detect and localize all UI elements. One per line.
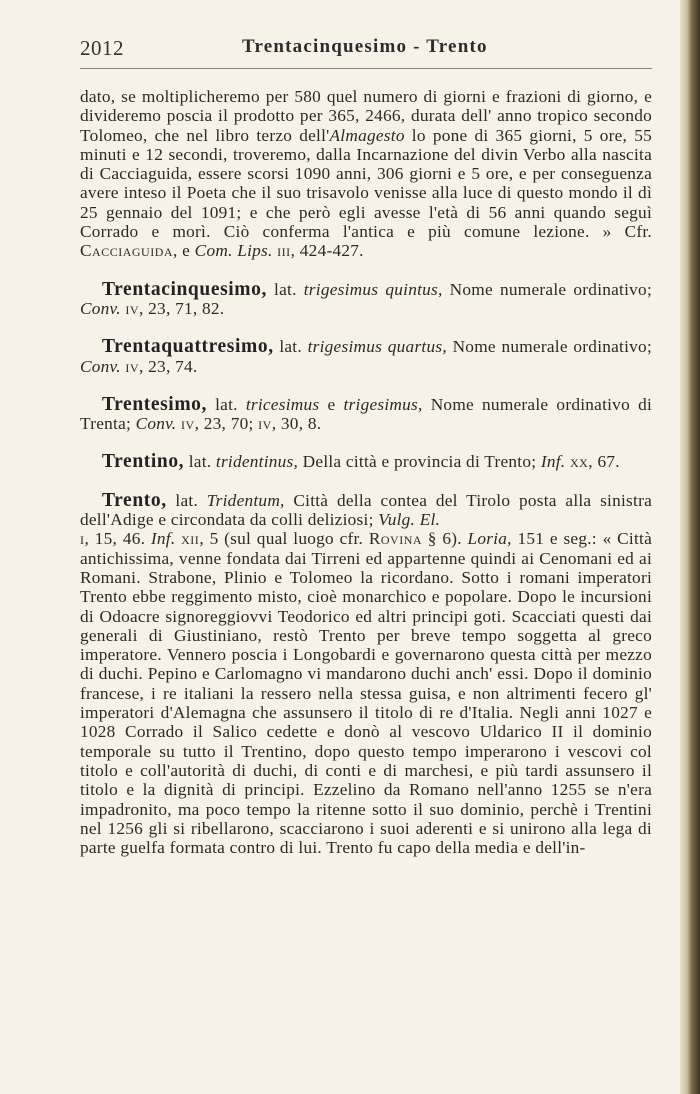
entry-trentino: Trentino, lat. tridentinus, Della città e provincia di Trento; Inf. xx, 67.: [102, 451, 620, 473]
latin-form: Tridentum,: [206, 490, 285, 510]
cross-ref-rovina: Rovina: [368, 529, 423, 549]
work-title-almagesto: Almagesto: [329, 125, 405, 145]
citation-ref: Inf.: [540, 452, 566, 472]
headword: Trentino,: [102, 451, 185, 473]
headword: Trentacinquesimo,: [102, 278, 267, 300]
entry-trentacinquesimo: Trentacinquesimo, lat. trigesimus quintus, Nome numerale ordinativo; Conv. iv, 23, 71, 82.: [80, 278, 652, 318]
citation-ref: Inf.: [150, 529, 176, 549]
entry-trentaquattresimo: Trentaquattresimo, lat. trigesimus quartus, Nome numerale ordinativo; Conv. iv, 23, 74.: [80, 336, 652, 376]
continuation-paragraph: dato, se moltiplicheremo per 580 quel numero di giorni e frazioni di giorno, e divideremo poscia il prodotto per 365, 2466, durata dell' anno tropico secondo Tolomeo, che nel libro terzo dell'Almagesto lo pone di 365 giorni, 5 ore, 55 minuti e 12 secondi, troveremo, dalla Incarnazione del divin Verbo alla nascita di Cacciaguida, essere scorsi 1090 anni, 306 giorni e 5 ore, e per conseguenza avere inteso il Poeta che il suo trisavolo venisse alla luce di questo mondo il dì 25 gennaio del 1091; e che però egli avesse l'età di 56 anni quando seguì Corrado e morì. Ciò conferma l'antica e più comune lezione. » Cfr. Cacciaguida, e Com. Lips. iii, 424-427.: [80, 87, 652, 261]
latin-form: tricesimus: [245, 394, 320, 414]
headword: Trento,: [102, 489, 167, 511]
citation-ref: Conv.: [80, 356, 121, 376]
citation-ref: Conv.: [80, 298, 121, 318]
running-title: Trentacinquesimo - Trento: [242, 36, 488, 57]
entry-trentesimo: Trentesimo, lat. tricesimus e trigesimus, Nome numerale ordinativo di Trenta; Conv. iv, 23, 70; iv, 30, 8.: [80, 393, 653, 434]
header-rule: [80, 68, 652, 69]
latin-form: tridentinus,: [215, 452, 299, 472]
page-header: [80, 36, 652, 66]
latin-form: trigesimus quartus,: [307, 337, 447, 357]
headword: Trentesimo,: [102, 393, 207, 415]
latin-form: trigesimus quintus,: [303, 279, 443, 299]
page-number: 2012: [80, 36, 124, 60]
ref-com-lips: Com. Lips.: [194, 241, 273, 261]
headword: Trentaquattresimo,: [102, 336, 274, 358]
cross-ref-cacciaguida: Cacciaguida: [80, 241, 174, 261]
citation-ref: Conv.: [135, 414, 177, 434]
page-gutter-shadow: [680, 0, 700, 1094]
citation-ref: Loria,: [467, 529, 512, 549]
page-body: [80, 87, 652, 857]
latin-form: trigesimus,: [343, 394, 423, 414]
entry-trento: Trento, lat. Tridentum, Città della contea del Tirolo posta alla sinistra dell'Adige e circondata da colli deliziosi; Vulg. El. i, 15, 46. Inf. xii, 5 (sul qual luogo cfr. Rovina § 6). Loria, 151 e seg.: « Città antichissima, venne fondata dai Tirreni ed appartenne quindi ai Cenomani ed ai Romani. Strabone, Plinio e Tolomeo la ricordano. Sotto i romani imperatori Trento ebbe reggimento misto, cioè monarchico e popolare. Dopo le incursioni di Odoacre signoreggiovvi Teodorico ed altri principi goti. Scacciati questi dai generali di Giustiniano, restò Trento per breve tempo soggetta al greco imperatore. Vennero poscia i Longobardi e governarono questa città per mezzo di duchi. Pepino e Carlomagno vi mandarono duchi anch' essi. Dopo il dominio francese, i re italiani la ressero nella stessa guisa, e non altrimenti fecero gl' imperatori d'Alemagna che assunsero il titolo di re d'Italia. Negli anni 1027 e 1028 Corrado il Salico cedette e donò al vescovo Uldarico II il dominio temporale su tutto il Trentino, dopo questo tempo imperarono i vescovi col titolo e coll'autorità di duchi, di conti e di marchesi, e più tardi assunsero il titolo e la dignità di principi. Ezzelino da Romano nell'anno 1255 se n'era impadronito, ma poco tempo la ritenne sotto il suo dominio, perchè i Trentini nel 1256 gli si ribellarono, scacciarono i suoi aderenti e si unirono alla lega di parte guelfa formata contro di lui. Trento fu capo della media e dell'in-: [80, 489, 653, 858]
citation-ref: Vulg. El.: [378, 510, 441, 530]
